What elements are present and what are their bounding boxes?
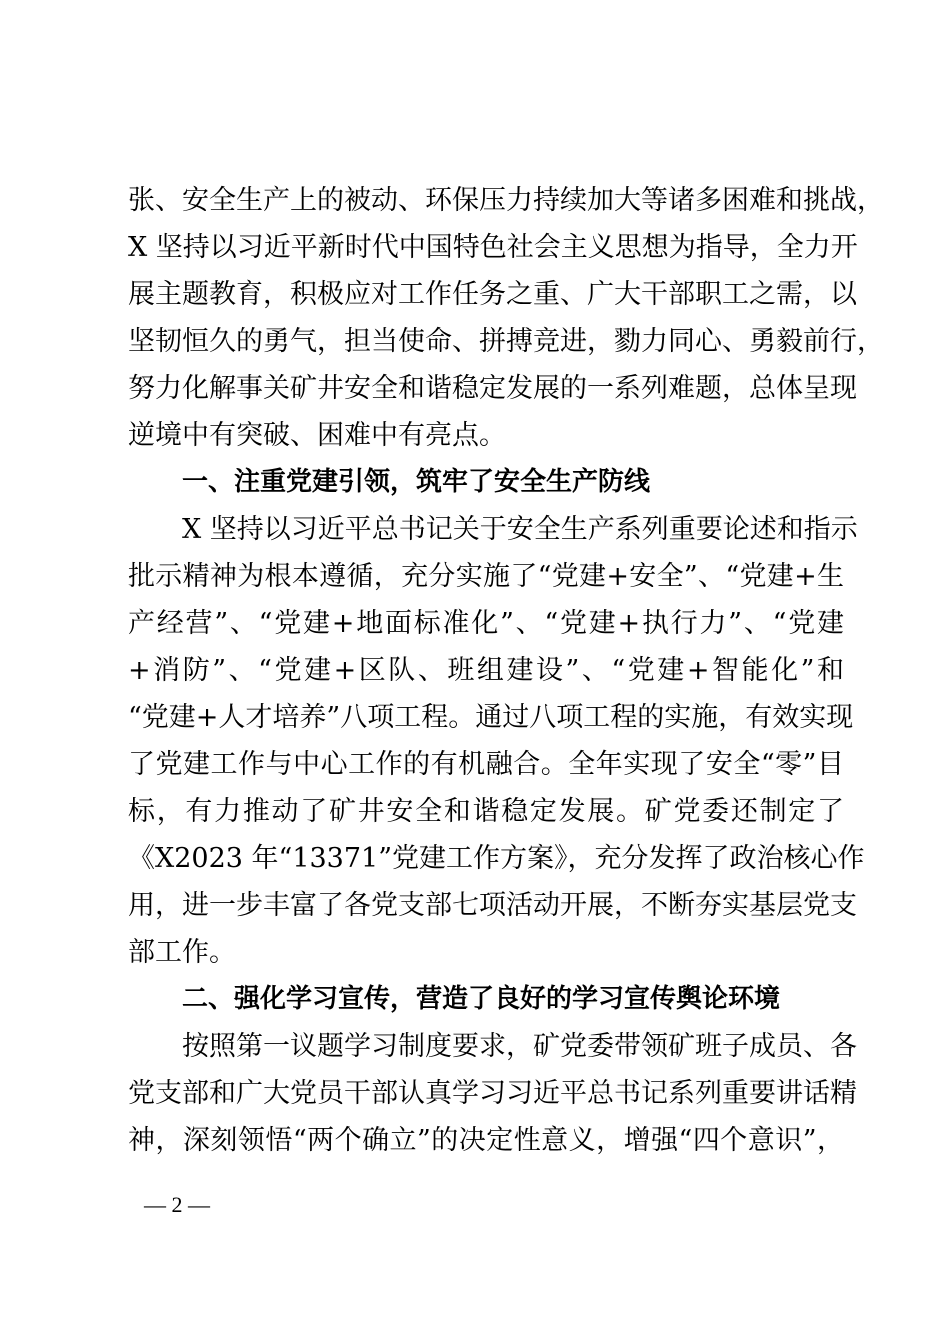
section-heading: 二、强化学习宣传，营造了良好的学习宣传舆论环境	[182, 984, 781, 1014]
paragraph-line: 批示精神为根本遵循，充分实施了“党建+安全”、“党建+生	[128, 561, 844, 592]
section-heading: 一、注重党建引领，筑牢了安全生产防线	[182, 467, 651, 497]
paragraph-line: 逆境中有突破、困难中有亮点。	[128, 420, 506, 451]
paragraph-line: “党建+人才培养”八项工程。通过八项工程的实施，有效实现	[128, 702, 854, 733]
body-text	[128, 177, 884, 1164]
paragraph-line: 用，进一步丰富了各党支部七项活动开展，不断夯实基层党支	[128, 890, 857, 921]
paragraph-line: 努力化解事关矿井安全和谐稳定发展的一系列难题，总体呈现	[128, 373, 857, 404]
paragraph-line: 按照第一议题学习制度要求，矿党委带领矿班子成员、各	[182, 1031, 857, 1062]
paragraph-line: 神，深刻领悟“两个确立”的决定性意义，增强“四个意识”，	[128, 1125, 844, 1156]
paragraph-line: 坚韧恒久的勇气，担当使命、拼搏竞进，勠力同心、勇毅前行，	[128, 326, 884, 357]
paragraph-line: +消防”、“党建+区队、班组建设”、“党建+智能化”和	[128, 655, 844, 686]
paragraph-line: 部工作。	[128, 937, 236, 968]
paragraph-line: X 坚持以习近平新时代中国特色社会主义思想为指导，全力开	[128, 232, 858, 263]
paragraph-line: 产经营”、“党建+地面标准化”、“党建+执行力”、“党建	[128, 608, 844, 639]
paragraph-line: 张、安全生产上的被动、环保压力持续加大等诸多困难和挑战，	[128, 185, 884, 216]
paragraph-line: 标，有力推动了矿井安全和谐稳定发展。矿党委还制定了	[128, 796, 844, 827]
paragraph-line: 了党建工作与中心工作的有机融合。全年实现了安全“零”目	[128, 749, 844, 780]
paragraph-line: 党支部和广大党员干部认真学习习近平总书记系列重要讲话精	[128, 1078, 857, 1109]
paragraph-line: 展主题教育，积极应对工作任务之重、广大干部职工之需，以	[128, 279, 857, 310]
paragraph-line: X 坚持以习近平总书记关于安全生产系列重要论述和指示	[182, 514, 858, 545]
page-number: — 2 —	[144, 1192, 210, 1217]
paragraph-line: 《X2023 年“13371”党建工作方案》，充分发挥了政治核心作	[128, 843, 865, 874]
